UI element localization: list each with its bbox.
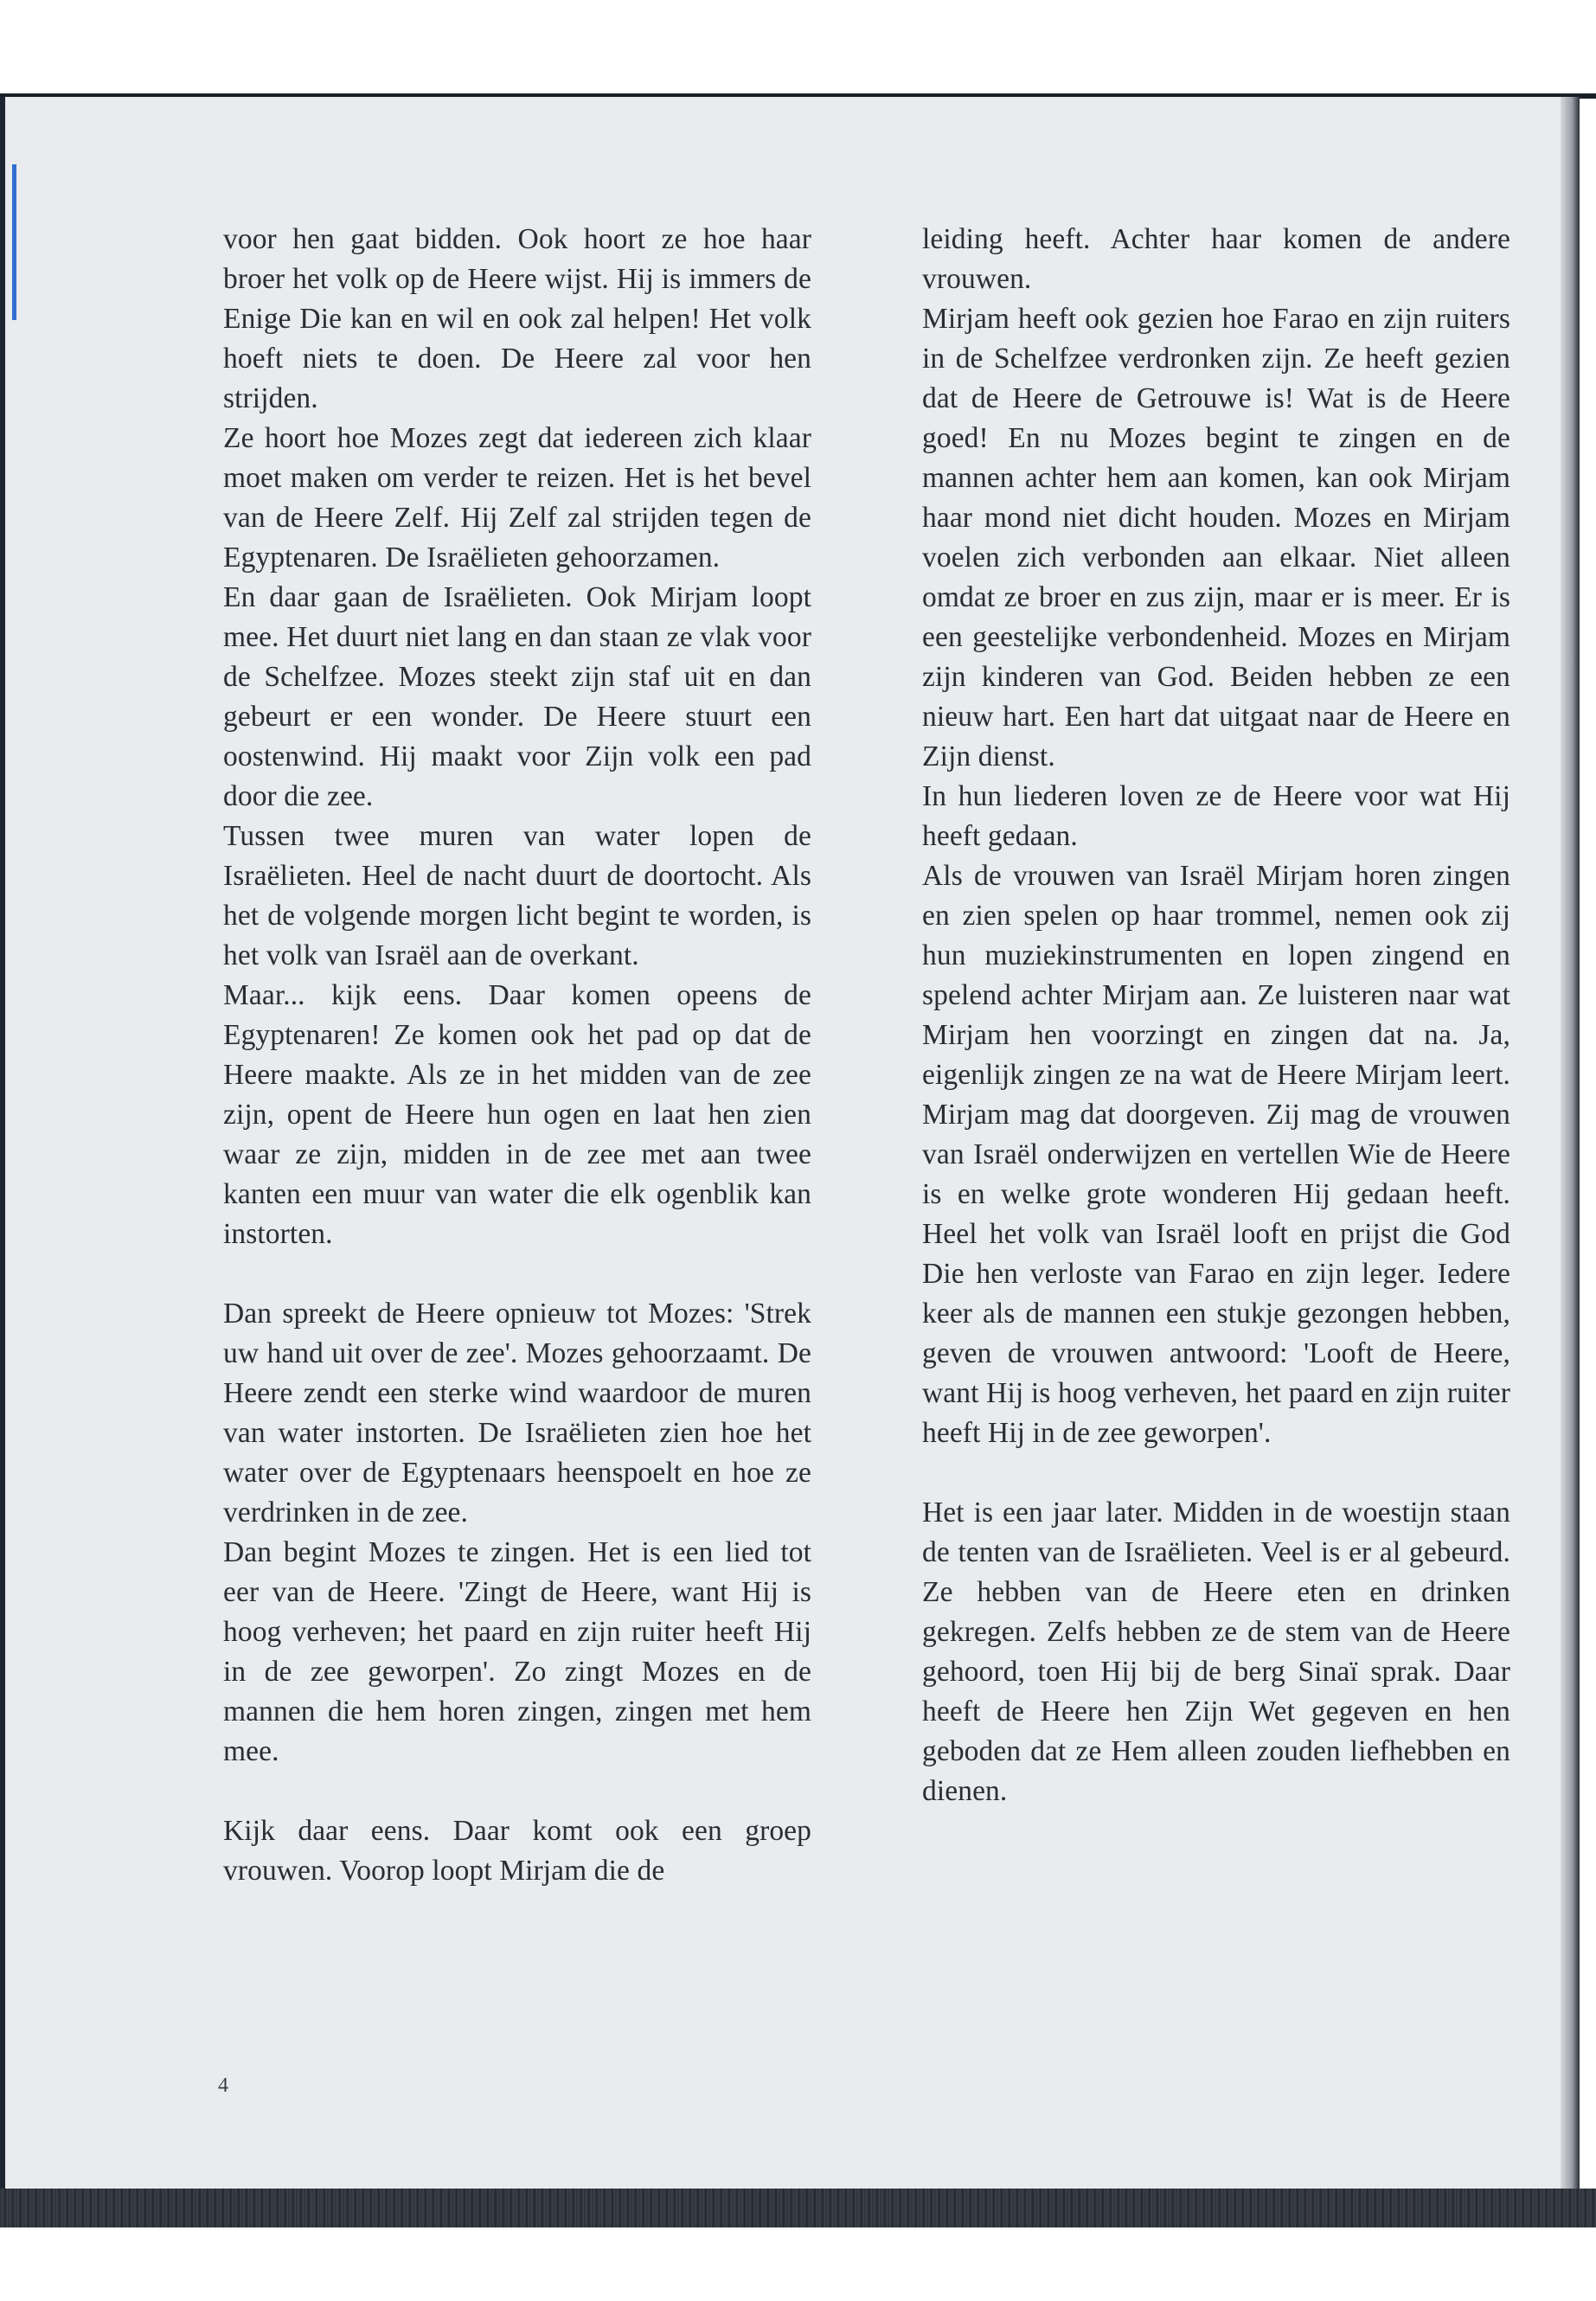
paragraph: Tussen twee muren van water lopen de Israëlieten. Heel de nacht duurt de doortocht. Als het de volgende morgen licht begint te worden, is het volk van Israël aan de overkant. <box>223 820 811 971</box>
paragraph: In hun liederen loven ze de Heere voor wat Hij heeft gedaan. <box>922 780 1510 852</box>
page-number: 4 <box>218 2074 228 2097</box>
paragraph: Mirjam heeft ook gezien hoe Farao en zijn ruiters in de Schelfzee verdronken zijn. Ze heeft gezien dat de Heere de Getrouwe is! Wat is de Heere goed! En nu Mozes begint te zingen en de mannen achter hem aan komen, kan ook Mirjam haar mond niet dicht houden. Mozes en Mirjam voelen zich verbonden aan elkaar. Niet alleen omdat ze broer en zus zijn, maar er is meer. Er is een geestelijke verbondenheid. Mozes en Mirjam zijn kinderen van God. Beiden hebben ze een nieuw hart. Een hart dat uitgaat naar de Heere en Zijn dienst. <box>922 303 1510 772</box>
paragraph: voor hen gaat bidden. Ook hoort ze hoe haar broer het volk op de Heere wijst. Hij is immers de Enige Die kan en wil en ook zal helpen! Het volk hoeft niets te doen. De Heere zal voor hen strijden. <box>223 223 811 414</box>
scan-margin-bottom <box>0 2227 1596 2301</box>
paragraph: Maar... kijk eens. Daar komen opeens de Egyptenaren! Ze komen ook het pad op dat de Heere maakte. Als ze in het midden van de zee zijn, opent de Heere hun ogen en laat hen zien waar ze zijn, midden in de zee met aan twee kanten een muur van water die elk ogenblik kan instorten. <box>223 979 811 1250</box>
paragraph-gap <box>223 1254 811 1294</box>
paragraph: Dan spreekt de Heere opnieuw tot Mozes: 'Strek uw hand uit over de zee'. Mozes gehoorzaamt. De Heere zendt een sterke wind waardoor de muren van water instorten. De Israëlieten zien hoe het water over de Egyptenaars heenspoelt en hoe ze verdrinken in de zee. <box>223 1298 811 1529</box>
paragraph: Kijk daar eens. Daar komt ook een groep vrouwen. Voorop loopt Mirjam die de <box>223 1815 811 1887</box>
scan-background-top <box>0 0 1596 97</box>
paragraph: Als de vrouwen van Israël Mirjam horen zingen en zien spelen op haar trommel, nemen ook zij hun muziekinstrumenten en lopen zingend en spelend achter Mirjam aan. Ze luisteren naar wat Mirjam hen voorzingt en zingen dat na. Ja, eigenlijk zingen ze na wat de Heere Mirjam leert. Mirjam mag dat doorgeven. Zij mag de vrouwen van Israël onderwijzen en vertellen Wie de Heere is en welke grote wonderen Hij gedaan heeft. Heel het volk van Israël looft en prijst die God Die hen verloste van Farao en zijn leger. Iedere keer als de mannen een stukje gezongen hebben, geven de vrouwen antwoord: 'Looft de Heere, want Hij is hoog verheven, het paard en zijn ruiter heeft Hij in de zee geworpen'. <box>922 860 1510 1449</box>
paragraph: En daar gaan de Israëlieten. Ook Mirjam loopt mee. Het duurt niet lang en dan staan ze vlak voor de Schelfzee. Mozes steekt zijn staf uit en dan gebeurt er een wonder. De Heere stuurt een oostenwind. Hij maakt voor Zijn volk een pad door die zee. <box>223 581 811 812</box>
paragraph: leiding heeft. Achter haar komen de andere vrouwen. <box>922 223 1510 295</box>
paragraph: Dan begint Mozes te zingen. Het is een lied tot eer van de Heere. 'Zingt de Heere, want Hij is hoog verheven; het paard en zijn ruiter heeft Hij in de zee geworpen'. Zo zingt Mozes en de mannen die hem horen zingen, zingen met hem mee. <box>223 1536 811 1767</box>
scan-background-bottom <box>0 2189 1596 2227</box>
paragraph-gap <box>223 1772 811 1811</box>
binding-blue-mark <box>12 164 16 320</box>
paragraph: Het is een jaar later. Midden in de woestijn staan de tenten van de Israëlieten. Veel is er al gebeurd. Ze hebben van de Heere eten en drinken gekregen. Zelfs hebben ze de stem van de Heere gehoord, toen Hij bij de berg Sinaï sprak. Daar heeft de Heere hen Zijn Wet gegeven en hen geboden dat ze Hem alleen zouden liefhebben en dienen. <box>922 1497 1510 1807</box>
paragraph: Ze hoort hoe Mozes zegt dat iedereen zich klaar moet maken om verder te reizen. Het is het bevel van de Heere Zelf. Hij Zelf zal strijden tegen de Egyptenaren. De Israëlieten gehoorzamen. <box>223 422 811 574</box>
right-text-column <box>922 220 1510 1811</box>
left-text-column <box>223 220 811 1891</box>
page-edge-shadow <box>1561 97 1580 2199</box>
paragraph-gap <box>922 1453 1510 1493</box>
